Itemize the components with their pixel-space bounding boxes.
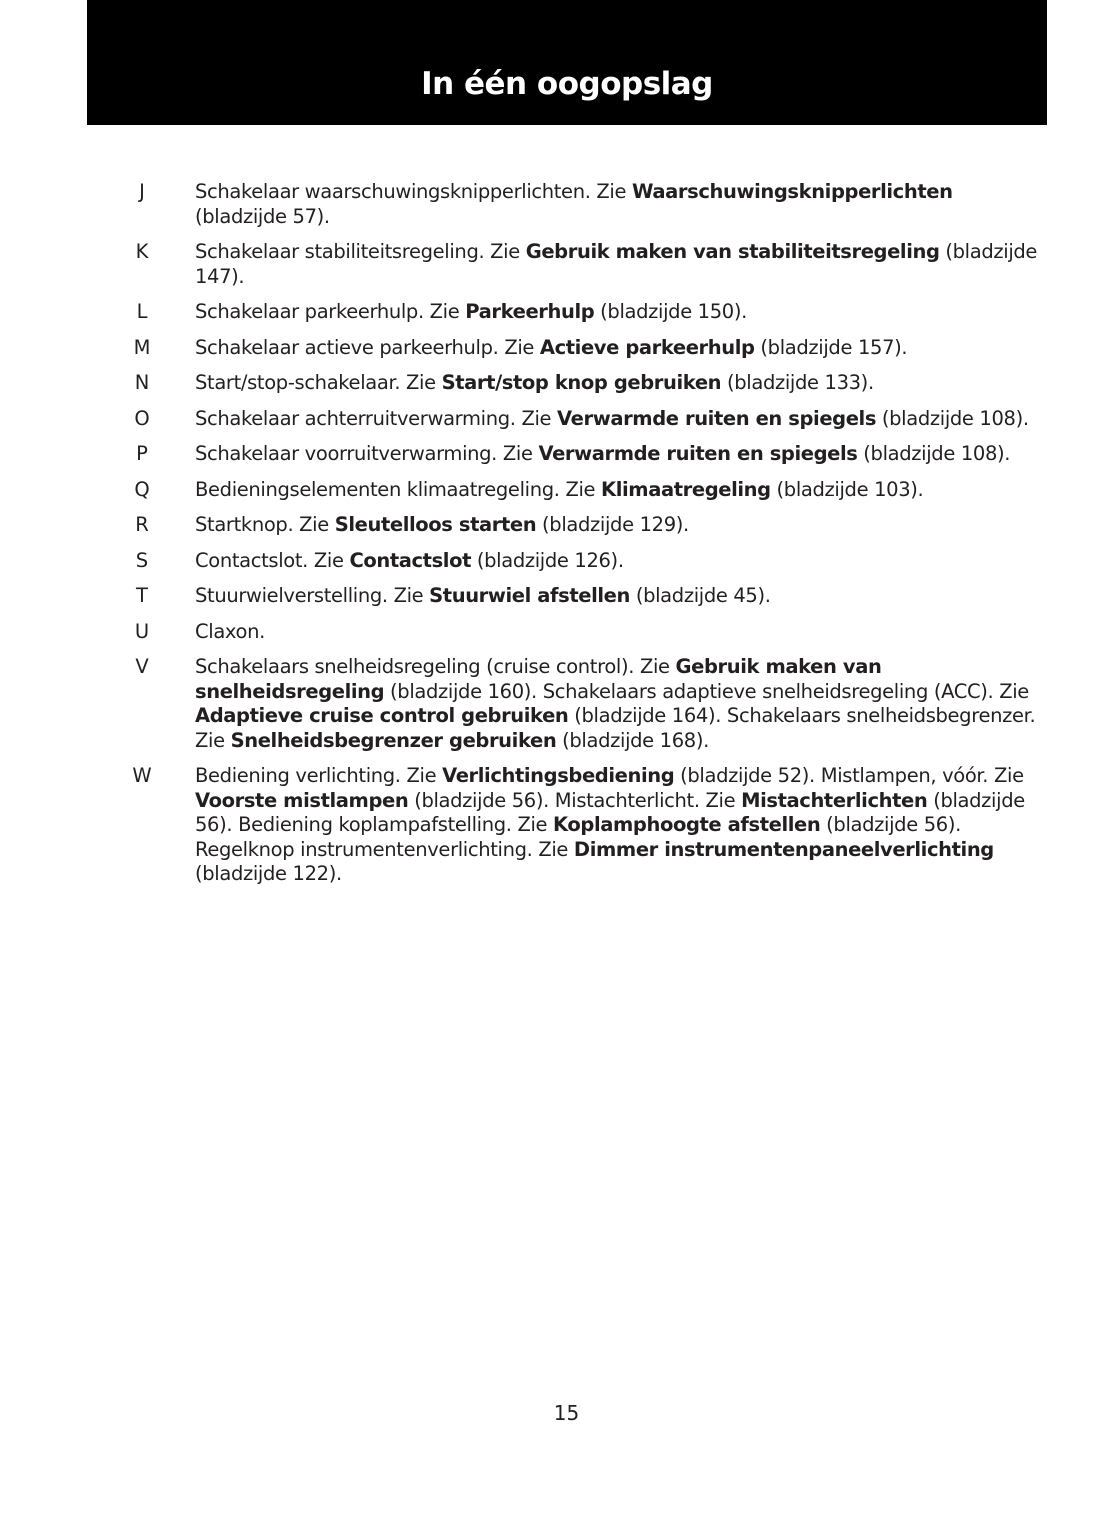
legend-description	[195, 478, 1045, 503]
legend-description	[195, 764, 1045, 887]
cross-reference-link[interactable]: Stuurwiel afstellen	[429, 584, 630, 607]
legend-list	[120, 180, 1045, 898]
cross-reference-link[interactable]: Adaptieve cruise control gebruiken	[195, 704, 569, 727]
legend-item-u	[120, 620, 1045, 645]
legend-letter: U	[134, 619, 150, 643]
section-header	[87, 0, 1047, 125]
cross-reference-link[interactable]: Verlichtingsbediening	[442, 764, 675, 787]
legend-description	[195, 240, 1045, 289]
legend-item-n	[120, 371, 1045, 396]
legend-letter: Q	[134, 477, 150, 501]
legend-letter: O	[134, 406, 150, 430]
text-segment: (bladzijde 103).	[770, 477, 924, 501]
text-segment: Schakelaar achterruitverwarming. Zie	[195, 406, 558, 430]
text-segment: (bladzijde 160). Schakelaars adaptieve snelheidsregeling (ACC). Zie	[384, 679, 1029, 703]
text-segment: (bladzijde 108).	[857, 442, 1011, 465]
text-segment: Schakelaar parkeerhulp. Zie	[195, 300, 466, 323]
cross-reference-link[interactable]: Contactslot	[349, 548, 472, 572]
legend-description	[195, 513, 1045, 538]
legend-item-o	[120, 407, 1045, 432]
page-title: In één oogopslag	[421, 66, 713, 102]
legend-letter: R	[135, 513, 149, 536]
text-segment: (bladzijde 157).	[754, 335, 908, 359]
text-segment: (bladzijde 56). Bediening koplampafstelling. Zie	[195, 788, 1025, 836]
text-segment: Startknop. Zie	[195, 513, 335, 536]
legend-description	[195, 620, 1045, 645]
text-segment: Schakelaar actieve parkeerhulp. Zie	[195, 335, 540, 359]
text-segment: Bediening verlichting. Zie	[195, 764, 443, 787]
legend-description	[195, 336, 1045, 361]
legend-item-s	[120, 549, 1045, 574]
cross-reference-link[interactable]: Start/stop knop gebruiken	[441, 371, 722, 394]
text-segment: Start/stop-schakelaar. Zie	[195, 371, 442, 394]
cross-reference-link[interactable]: Sleutelloos starten	[334, 513, 537, 536]
cross-reference-link[interactable]: Klimaatregeling	[601, 477, 771, 501]
legend-letter: V	[135, 655, 149, 678]
text-segment: Contactslot. Zie	[195, 548, 350, 572]
text-segment: (bladzijde 122).	[195, 862, 342, 885]
legend-item-r	[120, 513, 1045, 538]
legend-letter: J	[139, 180, 145, 203]
legend-item-w	[120, 764, 1045, 887]
legend-letter: P	[136, 442, 148, 465]
cross-reference-link[interactable]: Verwarmde ruiten en spiegels	[538, 442, 858, 465]
text-segment: (bladzijde 150).	[594, 300, 747, 323]
text-segment: Schakelaar stabiliteitsregeling. Zie	[195, 240, 526, 263]
legend-letter: S	[135, 548, 149, 572]
text-segment: (bladzijde 56). Regelknop instrumentenverlichting. Zie	[195, 813, 961, 861]
cross-reference-link[interactable]: Mistachterlichten	[741, 788, 928, 812]
legend-description	[195, 584, 1045, 609]
legend-description	[195, 407, 1045, 432]
text-segment: (bladzijde 133).	[721, 371, 874, 394]
legend-letter: K	[135, 240, 149, 263]
text-segment: Bedieningselementen klimaatregeling. Zie	[195, 477, 602, 501]
legend-description	[195, 655, 1045, 753]
text-segment: Claxon.	[195, 619, 265, 643]
legend-item-v	[120, 655, 1045, 753]
text-segment: (bladzijde 108).	[876, 406, 1029, 430]
cross-reference-link[interactable]: Waarschuwingsknipperlichten	[632, 180, 953, 203]
text-segment: (bladzijde 164). Schakelaars snelheidsbegrenzer. Zie	[195, 704, 1036, 752]
legend-letter: L	[136, 300, 148, 323]
text-segment: (bladzijde 147).	[195, 240, 1038, 288]
text-segment: Schakelaar voorruitverwarming. Zie	[195, 442, 539, 465]
legend-description	[195, 442, 1045, 467]
cross-reference-link[interactable]: Snelheidsbegrenzer gebruiken	[230, 728, 557, 752]
text-segment: (bladzijde 129).	[536, 513, 689, 536]
legend-item-p	[120, 442, 1045, 467]
legend-description	[195, 300, 1045, 325]
cross-reference-link[interactable]: Dimmer instrumentenpaneelverlichting	[573, 837, 994, 861]
text-segment: (bladzijde 168).	[556, 728, 709, 752]
text-segment: (bladzijde 52). Mistlampen, vóór. Zie	[674, 764, 1024, 787]
legend-letter: N	[134, 371, 150, 394]
legend-item-k	[120, 240, 1045, 289]
text-segment: (bladzijde 126).	[471, 548, 624, 572]
legend-description	[195, 180, 1045, 229]
legend-letter: T	[136, 584, 148, 607]
text-segment: (bladzijde 56). Mistachterlicht. Zie	[408, 788, 742, 812]
text-segment: Schakelaars snelheidsregeling (cruise control). Zie	[195, 655, 676, 678]
legend-item-t	[120, 584, 1045, 609]
cross-reference-link[interactable]: Parkeerhulp	[465, 300, 595, 323]
legend-item-l	[120, 300, 1045, 325]
legend-item-q	[120, 478, 1045, 503]
page-number: 15	[553, 1401, 580, 1425]
text-segment: Stuurwielverstelling. Zie	[195, 584, 430, 607]
cross-reference-link[interactable]: Gebruik maken van stabiliteitsregeling	[525, 240, 940, 263]
cross-reference-link[interactable]: Gebruik maken van snelheidsregeling	[195, 655, 882, 703]
legend-description	[195, 371, 1045, 396]
text-segment: (bladzijde 45).	[629, 584, 771, 607]
legend-item-m	[120, 336, 1045, 361]
cross-reference-link[interactable]: Voorste mistlampen	[195, 788, 409, 812]
cross-reference-link[interactable]: Actieve parkeerhulp	[539, 335, 755, 359]
cross-reference-link[interactable]: Koplamphoogte afstellen	[553, 813, 821, 836]
text-segment: Schakelaar waarschuwingsknipperlichten. Zie	[195, 180, 632, 203]
legend-item-j	[120, 180, 1045, 229]
legend-letter: M	[133, 335, 151, 359]
text-segment: (bladzijde 57).	[195, 204, 330, 228]
legend-description	[195, 549, 1045, 574]
cross-reference-link[interactable]: Verwarmde ruiten en spiegels	[557, 406, 877, 430]
legend-letter: W	[132, 764, 152, 787]
